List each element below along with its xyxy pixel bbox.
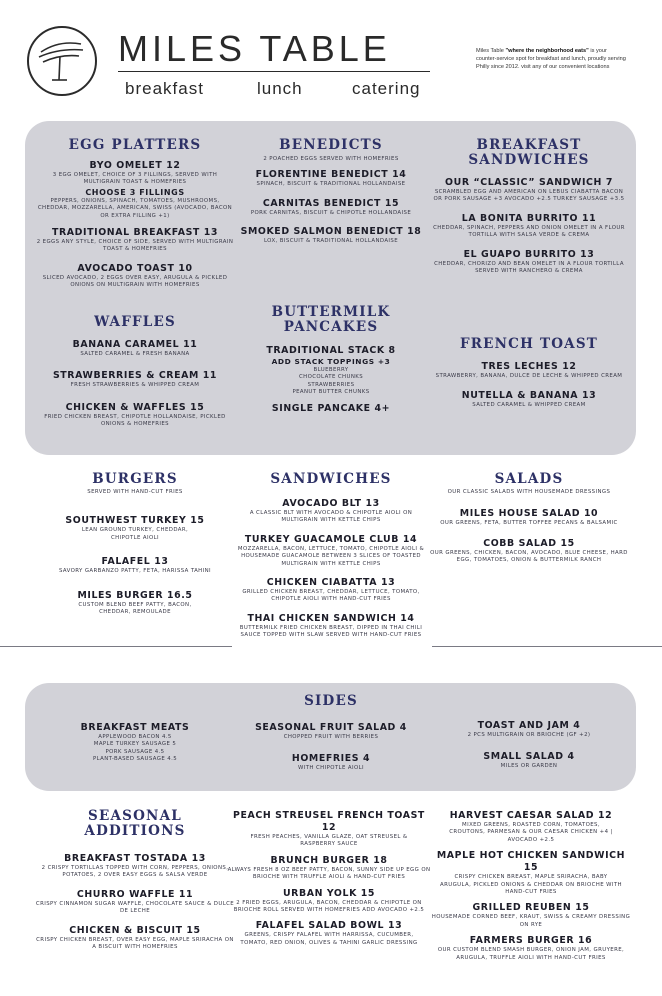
menu-item-name: TRADITIONAL STACK 8 [266,345,396,356]
menu-item-name: BREAKFAST MEATS [80,722,190,733]
menu-item-desc: BUTTERMILK FRIED CHICKEN BREAST, DIPPED IN THAI CHILI SAUCE TOPPED WITH SLAW SERVED WITH HAND-CUT FRIES [239,624,423,639]
topping: STRAWBERRIES [307,381,355,388]
menu-item-name: OUR “CLASSIC” SANDWICH 7 [445,177,613,188]
menu-item-name: SINGLE PANCAKE 4+ [271,402,391,414]
menu-item-desc: STRAWBERRY, BANANA, DULCE DE LECHE & WHIPPED CREAM [435,373,623,379]
sides-title [236,694,426,709]
menu-item-desc: MILES OR GARDEN [500,763,558,770]
menu-item-name: GRILLED REUBEN 15 [472,902,590,914]
section-title: WAFFLES [94,314,176,330]
menu-item-desc: MIXED GREENS, ROASTED CORN, TOMATOES, CROUTONS, PARMESAN & OUR CAESAR CHICKEN +4 | AVOCADO +2.5 [449,822,613,843]
menu-item-desc: 2 FRIED EGGS, ARUGULA, BACON, CHEDDAR & CHIPOTLE ON BRIOCHE ROLL SERVED WITH HOMEFRIES ADD AVOCADO +2.5 [233,899,425,914]
section-subtitle: 2 POACHED EGGS SERVED WITH HOMEFRIES [263,156,399,162]
menu-item-name: LA BONITA BURRITO 11 [461,212,597,224]
tagline-breakfast: breakfast [125,79,204,98]
brand-divider [118,71,430,72]
section-title: BREAKFAST [476,137,582,153]
menu-item-name: COBB SALAD 15 [483,537,575,549]
section-subtitle: SERVED WITH HAND-CUT FRIES [87,489,183,495]
menu-item-desc: FRIED CHICKEN BREAST, CHIPOTLE HOLLANDAISE, PICKLED ONIONS & HOMEFRIES [44,413,226,428]
section-title: FRENCH TOAST [459,336,599,352]
menu-item-name: SMOKED SALMON BENEDICT 18 [240,226,422,238]
menu-item-name: CHICKEN CIABATTA 13 [266,577,396,589]
menu-item-desc: CHOPPED FRUIT WITH BERRIES [283,734,379,740]
menu-item-desc: HOUSEMADE CORNED BEEF, KRAUT, SWISS & CREAMY DRESSING ON RYE [431,914,631,928]
menu-item-name: FALAFEL 13 [101,556,169,568]
sides-left-column [35,722,235,764]
sandwiches-section [236,472,426,640]
sides-right-column [430,720,628,771]
about-blurb [476,47,626,71]
topping: CHOCOLATE CHUNKS [298,374,364,381]
menu-item-desc: PEPPERS, ONIONS, SPINACH, TOMATOES, MUSHROOMS, CHEDDAR, MOZZARELLA, AMERICAN, SWISS (AVOCADO, BACON OR EXTRA FILLING +1) [37,197,233,219]
menu-item-desc: LEAN GROUND TURKEY, CHEDDAR, CHIPOTLE AIOLI [81,527,189,541]
menu-item-desc: ALWAYS FRESH 8 OZ BEEF PATTY, BACON, SUNNY SIDE UP EGG ON BRIOCHE WITH TRUFFLE AIOLI & HAND-CUT FRIES [227,866,431,881]
topping: PEANUT BUTTER CHUNKS [292,389,370,396]
menu-item-name: STRAWBERRIES & CREAM 11 [52,370,218,382]
menu-item-desc: LOX, BISCUIT & TRADITIONAL HOLLANDAISE [263,238,399,245]
benedicts-section [236,138,426,246]
menu-item-desc: CRISPY CHICKEN BREAST, OVER EASY EGG, MAPLE SRIRACHA ON A BISCUIT WITH HOMEFRIES [36,936,234,951]
menu-item-desc: CRISPY CHICKEN BREAST, MAPLE SRIRACHA, BABY ARUGULA, PICKLED ONIONS & CHEDDAR ON BRIOCHE WITH HAND-CUT FRIES [440,874,622,896]
menu-item-name: MILES BURGER 16.5 [77,589,193,601]
menu-item-desc: OUR GREENS, CHICKEN, BACON, AVOCADO, BLUE CHEESE, HARD EGG, TOMATOES, ONION & BUTTERMILK RANCH [430,549,628,564]
menu-item-name: FARMERS BURGER 16 [469,935,593,947]
menu-item-desc: SCRAMBLED EGG AND AMERICAN ON LEBUS CIABATTA BACON OR PORK SAUSAGE +3 AVOCADO +2.5 TURKEY SAUSAGE +3.5 [433,189,625,203]
section-title: SIDES [304,693,358,709]
menu-item-desc: SPINACH, BISCUIT & TRADITIONAL HOLLANDAISE [256,181,406,188]
section-title: SANDWICHES [270,471,392,487]
about-body: is your counter-service spot for breakfast and lunch, proudly serving Philly since 2012. visit any of our convenient locations [476,48,626,70]
section-title: SANDWICHES [468,152,590,168]
menu-item-desc: CUSTOM BLEND BEEF PATTY, BACON, CHEDDAR, REMOULADE [78,601,192,616]
menu-item-desc: APPLEWOOD BACON 4.5 [98,734,172,740]
menu-item-name: FLORENTINE BENEDICT 14 [255,169,407,181]
menu-item-name: TRADITIONAL BREAKFAST 13 [51,227,219,239]
menu-item-desc: 2 PCS MULTIGRAIN OR BRIOCHE (GF +2) [467,732,591,738]
menu-item-name: AVOCADO TOAST 10 [77,262,193,274]
menu-item-desc: PORK SAUSAGE 4.5 [105,748,165,755]
menu-item-name: MAPLE HOT CHICKEN SANDWICH 15 [436,850,626,874]
menu-item-desc: SAVORY GARBANZO PATTY, FETA, HARISSA TAHINI [58,568,212,575]
menu-item-name: CHICKEN & BISCUIT 15 [69,924,201,936]
menu-item-name: MILES HOUSE SALAD 10 [459,508,599,520]
tagline-catering: catering [352,79,421,98]
seasonal-middle-column [226,810,432,947]
menu-item-desc: SALTED CARAMEL & FRESH BANANA [80,351,190,357]
menu-item-name: CHOOSE 3 FILLINGS [85,187,185,197]
menu-item-name: URBAN YOLK 15 [282,887,376,899]
tagline-lunch: lunch [257,79,303,98]
brand-name: MILES TABLE [118,28,391,69]
about-name: Miles Table [476,48,504,54]
section-title: ADDITIONS [84,823,186,839]
section-subtitle: OUR CLASSIC SALADS WITH HOUSEMADE DRESSINGS [447,489,611,495]
menu-item-name: BREAKFAST TOSTADA 13 [64,853,206,864]
menu-item-desc: SLICED AVOCADO, 2 EGGS OVER EASY, ARUGULA & PICKLED ONIONS ON MULTIGRAIN WITH HOMEFRIES [42,274,228,289]
menu-item-desc: OUR CUSTOM BLEND SMASH BURGER, ONION JAM, GRUYERE, ARUGULA, TRUFFLE AIOLI WITH HAND-CUT FRIES [437,947,625,961]
menu-item-desc: FRESH PEACHES, VANILLA GLAZE, OAT STREUSEL & RASPBERRY SAUCE [250,834,408,848]
topping: BLUEBERRY [313,367,349,373]
sides-middle-column [236,722,426,773]
menu-item-name: PEACH STREUSEL FRENCH TOAST 12 [233,810,425,833]
menu-item-name: TRES LECHES 12 [481,361,577,372]
menu-item-name: CHICKEN & WAFFLES 15 [65,401,205,413]
menu-item-name: HOMEFRIES 4 [291,753,371,765]
section-title: BURGERS [92,471,178,487]
menu-item-name: HARVEST CAESAR SALAD 12 [449,810,613,821]
section-title: BENEDICTS [279,137,383,153]
menu-item-name: FALAFEL SALAD BOWL 13 [255,920,403,932]
menu-item-desc: CHEDDAR, CHORIZO AND BEAN OMELET IN A FLOUR TORTILLA SERVED WITH RANCHERO & CREMA [434,260,624,275]
logo [27,26,97,96]
about-quote: "where the neighborhood eats" [505,48,589,54]
menu-item-desc: 2 CRISPY TORTILLAS TOPPED WITH CORN, PEPPERS, ONIONS, POTATOES, 2 OVER EASY EGGS & SALSA VERDE [41,865,229,879]
menu-item-name: NUTELLA & BANANA 13 [461,390,597,402]
menu-item-desc: A CLASSIC BLT WITH AVOCADO & CHIPOTLE AIOLI ON MULTIGRAIN WITH KETTLE CHIPS [249,510,413,524]
menu-item-name: EL GUAPO BURRITO 13 [463,248,595,260]
egg-platters-section [35,138,235,290]
menu-item-desc: GREENS, CRISPY FALAFEL WITH HARRISSA, CUCUMBER, TOMATO, RED ONION, OLIVES & TAHINI GARLIC DRESSING [240,932,418,946]
section-title: SEASONAL [88,808,182,824]
salads-section [430,472,628,565]
menu-item-desc: CHEDDAR, SPINACH, PEPPERS AND ONION OMELET IN A FLOUR TORTILLA WITH SALSA VERDE & CREMA [433,224,625,239]
seasonal-right-column [428,810,634,962]
menu-item-name: BRUNCH BURGER 18 [270,854,388,866]
menu-item-desc: OUR GREENS, FETA, BUTTER TOFFEE PECANS & BALSAMIC [440,520,618,527]
section-title: PANCAKES [283,319,379,335]
divider-right [432,646,662,647]
pancakes-section [236,305,426,415]
breakfast-sandwiches-section [430,138,628,275]
menu-item-desc: FRESH STRAWBERRIES & WHIPPED CREAM [70,382,200,389]
section-title: SALADS [494,471,564,487]
menu-item-desc: MOZZARELLA, BACON, LETTUCE, TOMATO, CHIPOTLE AIOLI & HOUSEMADE GUACAMOLE BETWEEN 3 SLICES OF TOASTED MULTIGRAIN WITH KETTLE CHIPS [237,545,425,567]
menu-item-desc: WITH CHIPOTLE AIOLI [297,765,364,772]
table-logo-icon [27,26,93,92]
menu-item-name: TOAST AND JAM 4 [477,720,581,731]
section-title: BUTTERMILK [271,304,391,320]
menu-item-desc: MAPLE TURKEY SAUSAGE 5 [93,741,177,748]
burgers-section [35,472,235,616]
toppings-label: ADD STACK TOPPINGS +3 [271,357,391,366]
waffles-section [35,315,235,429]
menu-item-name: SMALL SALAD 4 [483,751,575,763]
menu-item-desc: PLANT-BASED SAUSAGE 4.5 [92,756,178,763]
seasonal-left-column [35,809,235,951]
menu-item-desc: CRISPY CINNAMON SUGAR WAFFLE, CHOCOLATE SAUCE & DULCE DE LECHE [35,900,235,915]
menu-item-name: BANANA CARAMEL 11 [72,339,198,350]
menu-item-name: CARNITAS BENEDICT 15 [262,197,400,209]
menu-item-name: SOUTHWEST TURKEY 15 [65,515,205,527]
menu-item-name: TURKEY GUACAMOLE CLUB 14 [244,533,418,545]
menu-item-name: SEASONAL FRUIT SALAD 4 [255,722,407,733]
menu-item-name: THAI CHICKEN SANDWICH 14 [247,612,415,624]
menu-item-name: CHURRO WAFFLE 11 [76,888,194,900]
french-toast-section [430,337,628,410]
menu-item-name: BYO OMELET 12 [89,160,181,171]
menu-item-name: AVOCADO BLT 13 [282,498,380,509]
menu-item-desc: PORK CARNITAS, BISCUIT & CHIPOTLE HOLLANDAISE [250,209,412,216]
menu-item-desc: 3 EGG OMELET, CHOICE OF 3 FILLINGS, SERVED WITH MULTIGRAIN TOAST & HOMEFRIES [52,172,218,186]
menu-item-desc: GRILLED CHICKEN BREAST, CHEDDAR, LETTUCE, TOMATO, CHIPOTLE AIOLI WITH HAND-CUT FRIES [242,589,420,603]
section-title: EGG PLATTERS [68,137,202,153]
menu-item-desc: 2 EGGS ANY STYLE, CHOICE OF SIDE, SERVED WITH MULTIGRAIN TOAST & HOMEFRIES [36,239,234,253]
divider-left [0,646,232,647]
menu-item-desc: SALTED CARAMEL & WHIPPED CREAM [472,402,586,409]
